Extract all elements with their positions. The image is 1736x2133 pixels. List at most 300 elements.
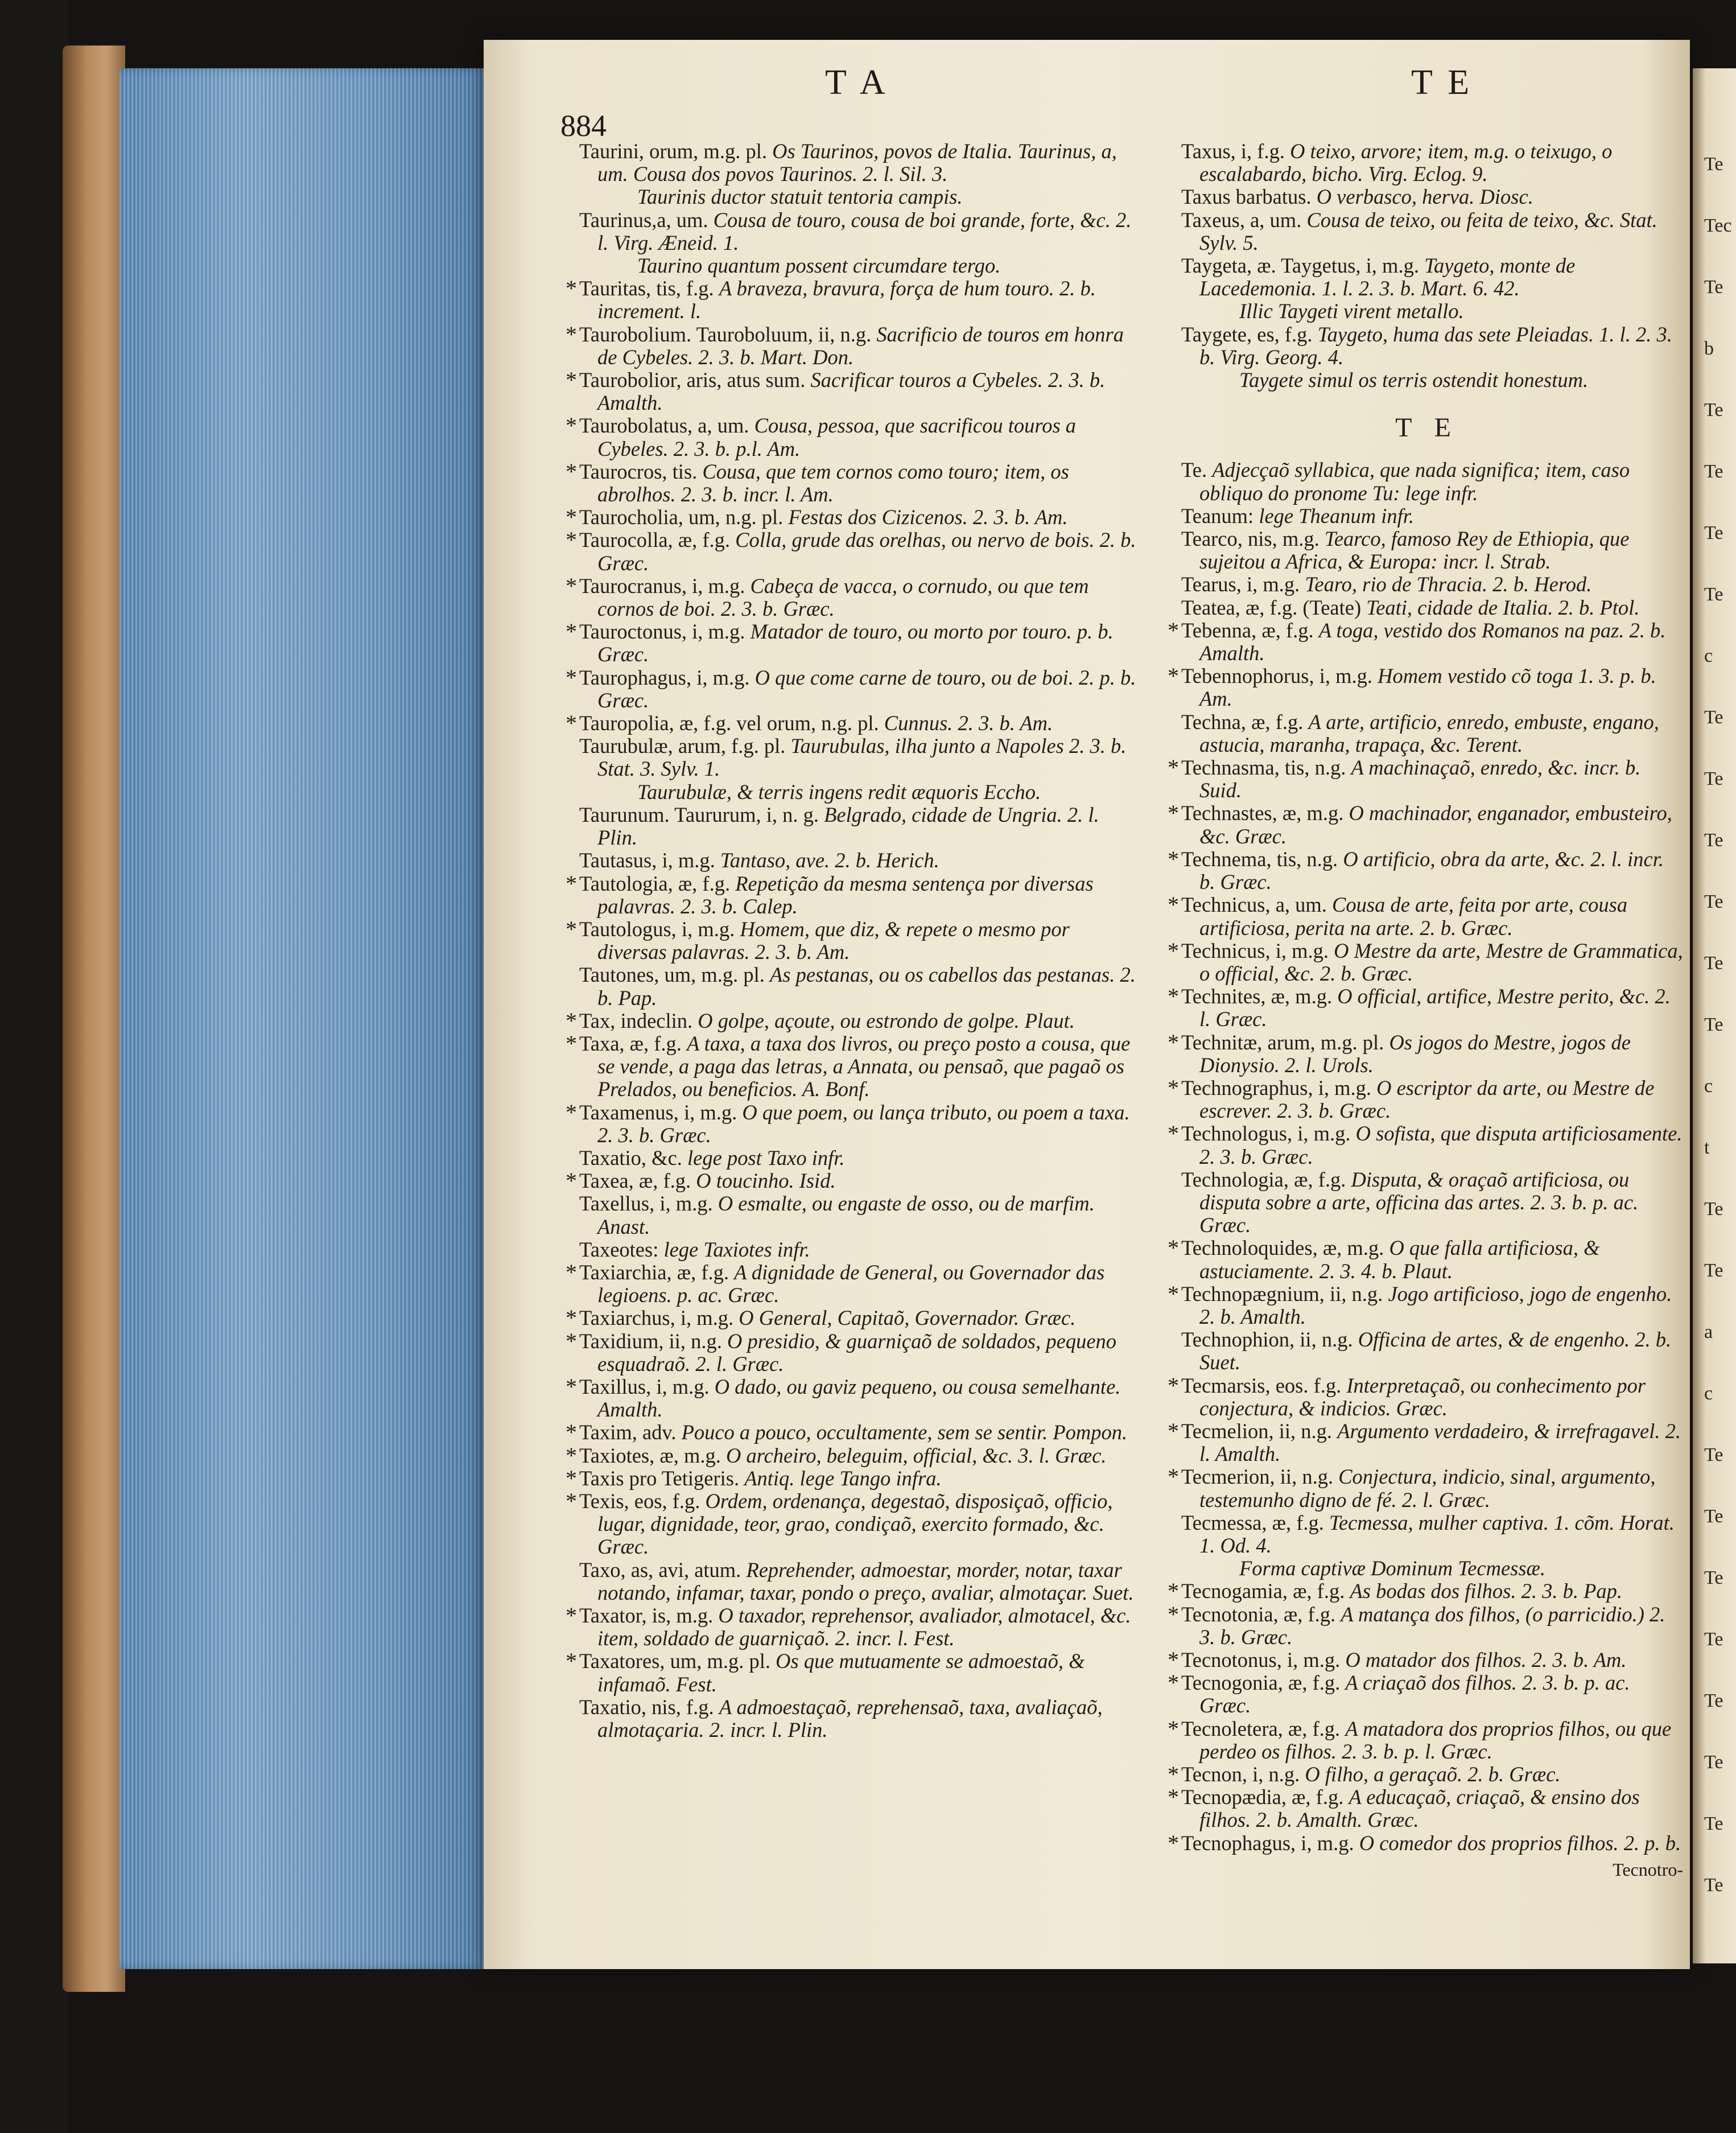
catchword: Tecnotro- [1613,1859,1683,1880]
asterisk-mark: * [1168,663,1179,689]
definition: As bodas dos filhos. 2. 3. b. Pap. [1350,1579,1623,1603]
headword: Taxellus, i, m.g. [579,1192,713,1216]
definition: Belgrado, cidade de Ungria. 2. l. Plin. [597,802,1099,850]
verse-quote: Illic Taygeti virent metallo. [1239,299,1464,323]
headword: Tecnogonia, æ, f.g. [1181,1671,1341,1695]
facing-page-fragment: Te [1704,1444,1723,1465]
facing-page-fragment: Te [1704,522,1723,543]
dictionary-entry [1168,1578,1683,1604]
headword: Tecnophagus, i, m.g. [1181,1831,1354,1855]
headword: Taxa, æ, f.g. [579,1031,682,1055]
definition: O matador dos filhos. 2. 3. b. Am. [1345,1648,1627,1671]
definition: lege post Taxo infr. [687,1146,845,1170]
definition: Sacrificio de touros em honra de Cybeles. 2. 3. b. Mart. Don. [597,322,1124,369]
dictionary-entry [569,1192,1138,1238]
dictionary-entry [566,916,1138,964]
dictionary-entry [1168,755,1683,802]
asterisk-mark: * [566,1168,577,1194]
facing-page-fragment: Te [1704,461,1723,482]
asterisk-mark: * [566,1488,577,1514]
definition: Homem vestido cõ toga 1. 3. p. b. Am. [1199,664,1656,711]
dictionary-entry [1168,1830,1683,1856]
asterisk-mark: * [1168,1121,1179,1147]
headword: Technoloquides, æ, m.g. [1181,1236,1384,1260]
dictionary-entry [566,413,1138,460]
asterisk-mark: * [566,1373,577,1399]
headword: Taxiotes, æ, m.g. [579,1443,721,1467]
asterisk-mark: * [1168,1074,1179,1101]
headword: Taygete, es, f.g. [1181,322,1313,346]
dictionary-entry [569,804,1138,849]
dictionary-entry [1168,983,1683,1031]
right-column [1168,139,1683,1881]
dictionary-entry [566,1305,1138,1331]
dictionary-entry [566,1007,1138,1033]
definition: O Mestre da arte, Mestre de Grammatica, o official, &c. 2. b. Græc. [1199,938,1683,985]
definition: Teati, cidade de Italia. 2. b. Ptol. [1366,595,1640,619]
verse-quote: Forma captivæ Dominum Tecmessæ. [1239,1556,1546,1580]
facing-page-fragment: Te [1704,768,1723,789]
dictionary-entry [566,1442,1138,1468]
asterisk-mark: * [1168,1784,1179,1810]
dictionary-entry [569,140,1138,186]
section-heading-te: T E [1395,413,1459,443]
definition: O sofista, que disputa artificiosamente. 2. 3. b. Græc. [1199,1122,1683,1168]
facing-page-fragment: Te [1704,707,1723,728]
dictionary-entry [1168,846,1683,894]
dictionary-entry [1168,1418,1683,1466]
dictionary-entry [1168,1372,1683,1420]
headword: Taxatores, um, m.g. pl. [579,1649,771,1673]
dictionary-entry [1168,1670,1683,1718]
definition: O que falla artificiosa, & astuciamente. 2. 3. 4. b. Plaut. [1199,1236,1600,1283]
facing-page-fragment: Te [1704,1199,1723,1220]
definition: A taxa, a taxa dos livros, ou preço posto a cousa, que se vende, a paga das letras, a Annata, ou pensaõ, que pagaõ os Prelados, ou beneficios. A. Bonf. [597,1031,1131,1101]
right-column-entries [1168,458,1683,1856]
asterisk-mark: * [566,916,577,942]
dictionary-entry [566,1373,1138,1422]
dictionary-entry [1171,186,1683,208]
facing-page-fragment: Te [1704,953,1723,974]
headword: Tecnon, i, n.g. [1181,1763,1300,1786]
asterisk-mark: * [566,1603,577,1628]
definition: lege Theanum infr. [1259,504,1415,528]
dictionary-entry [1171,1168,1683,1237]
definition: O que poem, ou lança tributo, ou poem a taxa. 2. 3. b. Græc. [597,1100,1130,1147]
asterisk-mark: * [566,275,577,302]
asterisk-mark: * [1168,892,1179,918]
headword: Technites, æ, m.g. [1181,985,1333,1008]
verse-quote: Taygete simul os terris ostendit honestum. [1239,368,1589,392]
verse-quote: Taurubulæ, & terris ingens redit æquoris Eccho. [637,780,1041,804]
headword: Tearco, nis, m.g. [1181,527,1319,551]
asterisk-mark: * [1168,1601,1179,1627]
facing-page-fragment: t [1704,1137,1710,1158]
facing-page-fragment: Te [1704,830,1723,851]
dictionary-entry [1171,254,1683,300]
dictionary-entry [566,870,1138,918]
dictionary-entry [566,527,1138,575]
headword: Taurocranus, i, m.g. [579,574,745,598]
page-edges-blue [119,68,489,1969]
headword: Tecnopædia, æ, f.g. [1181,1785,1344,1809]
headword: Technologia, æ, f.g. [1181,1167,1346,1191]
definition: A matadora dos proprios filhos, ou que perdeo os filhos. 2. 3. b. p. l. Græc. [1199,1716,1672,1763]
headword: Technitæ, arum, m.g. pl. [1181,1030,1384,1054]
definition: Os que mutuamente se admoestaõ, & infamaõ. Fest. [597,1649,1085,1696]
headword: Taurocolla, æ, f.g. [579,528,731,552]
asterisk-mark: * [566,413,577,439]
headword: Taurocholia, um, n.g. pl. [579,505,784,529]
definition: O artificio, obra da arte, &c. 2. l. incr. b. Græc. [1199,847,1664,894]
definition: Reprehender, admoestar, morder, notar, taxar notando, infamar, taxar, pondo o preço, avaliar, almotaçar. Suet. [597,1558,1134,1604]
definition: O filho, a geraçaõ. 2. b. Græc. [1305,1763,1561,1786]
asterisk-mark: * [566,870,577,896]
headword: Taurinus,a, um. [579,208,708,232]
headword: Tecmarsis, eos. f.g. [1181,1373,1342,1397]
definition: Homem, que diz, & repete o mesmo por diversas palavras. 2. 3. b. Am. [597,917,1070,964]
background [0,0,68,2133]
definition: Interpretaçaõ, ou conhecimento por conjectura, & indicios. Græc. [1199,1373,1646,1420]
definition: Antiq. lege Tango infra. [744,1466,942,1490]
headword: Taxus barbatus. [1181,185,1312,209]
dictionary-entry [566,573,1138,621]
definition: Disputa, & oraçaõ artificiosa, ou disputa sobre a arte, officina das artes. 2. 3. b. p. ac. Græc. [1199,1167,1639,1237]
dictionary-entry [1171,528,1683,573]
asterisk-mark: * [1168,1372,1179,1398]
facing-page-fragment: Te [1704,891,1723,912]
asterisk-mark: * [566,527,577,553]
headword: Tebenna, æ, f.g. [1181,618,1314,642]
definition: As pestanas, ou os cabellos das pestanas. 2. b. Pap. [597,963,1136,1010]
dictionary-entry [1168,1029,1683,1077]
definition: Taygeto, huma das sete Pleiadas. 1. l. 2. 3. b. Virg. Georg. 4. [1199,322,1672,369]
dictionary-entry [566,504,1138,530]
definition: Os Taurinos, povos de Italia. Taurinus, a, um. Cousa dos povos Taurinos. 2. l. Sil. 3. [597,139,1117,186]
dictionary-entry [1171,459,1683,504]
asterisk-mark: * [566,1648,577,1674]
dictionary-entry [1168,1121,1683,1168]
facing-page-fragment: Te [1704,277,1723,298]
dictionary-entry [1168,1715,1683,1763]
asterisk-mark: * [566,1442,577,1468]
dictionary-entry [1168,1647,1683,1673]
headword: Technema, tis, n.g. [1181,847,1338,871]
running-header-right: T E [1411,63,1473,102]
headword: Taurubulæ, arum, f.g. pl. [579,734,786,758]
dictionary-entry [1171,573,1683,596]
asterisk-mark: * [566,458,577,484]
definition: Cunnus. 2. 3. b. Am. [884,711,1053,735]
dictionary-entry [566,1603,1138,1650]
headword: Tauropolia, æ, f.g. vel orum, n.g. pl. [579,711,879,735]
headword: Tecmessa, æ, f.g. [1181,1510,1324,1534]
headword: Technopægnium, ii, n.g. [1181,1282,1383,1306]
headword: Teanum: [1181,504,1254,528]
right-column-top-entries [1171,140,1683,392]
asterisk-mark: * [566,1419,577,1446]
headword: Tautologus, i, m.g. [579,917,735,941]
definition: O official, artifice, Mestre perito, &c. 2. l. Græc. [1199,985,1671,1031]
facing-page-fragment: b [1704,338,1714,359]
dictionary-entry [1171,711,1683,756]
definition: Pouco a pouco, occultamente, sem se sentir. Pompon. [681,1420,1128,1444]
facing-page-fragment: Te [1704,1875,1723,1896]
headword: Tecnogamia, æ, f.g. [1181,1579,1345,1603]
facing-page-fragment: c [1704,1383,1713,1404]
definition: A toga, vestido dos Romanos na paz. 2. b. Amalth. [1199,618,1666,665]
definition: Taygeto, monte de Lacedemonia. 1. l. 2. 3. b. Mart. 6. 42. [1199,254,1576,300]
headword: Taurini, orum, m.g. pl. [579,139,767,163]
headword: Texis, eos, f.g. [579,1489,700,1513]
definition: O escriptor da arte, ou Mestre de escrever. 2. 3. b. Græc. [1199,1076,1655,1123]
definition: Cousa, pessoa, que sacrificou touros a Cybeles. 2. 3. b. p.l. Am. [597,414,1077,460]
dictionary-entry [569,963,1138,1009]
left-column [566,139,1138,1742]
headword: Tecnotonus, i, m.g. [1181,1648,1341,1671]
headword: Taxeotes: [579,1237,659,1261]
asterisk-mark: * [1168,1670,1179,1696]
headword: Technographus, i, m.g. [1181,1076,1371,1100]
dictionary-entry [569,209,1138,254]
dictionary-entry [1168,1235,1683,1283]
dictionary-entry [1168,663,1683,711]
definition: A dignidade de General, ou Governador das legioens. p. ac. Græc. [597,1260,1105,1307]
definition: O dado, ou gaviz pequeno, ou cousa semelhante. Amalth. [597,1374,1121,1422]
dictionary-entry [1171,323,1683,369]
dictionary-entry [1171,140,1683,186]
definition: O archeiro, beleguim, official, &c. 3. l. Græc. [726,1443,1107,1467]
headword: Technologus, i, m.g. [1181,1122,1351,1146]
facing-page-fragment: c [1704,645,1713,666]
dictionary-entry [1168,1074,1683,1123]
asterisk-mark: * [566,573,577,599]
headword: Taxo, as, avi, atum. [579,1558,741,1582]
definition: A educaçaõ, criaçaõ, & ensino dos filhos. 2. b. Amalth. Græc. [1199,1785,1640,1832]
dictionary-entry [569,1147,1138,1170]
definition: Jogo artificioso, jogo de engenho. 2. b. Amalth. [1199,1282,1672,1328]
headword: Taurophagus, i, m.g. [579,665,750,689]
definition: Sacrificar touros a Cybeles. 2. 3. b. Amalth. [597,368,1106,415]
headword: Tecnotonia, æ, f.g. [1181,1602,1336,1626]
facing-page-fragment: Tec [1704,215,1732,236]
facing-page-fragment: Te [1704,400,1723,421]
headword: Taxea, æ, f.g. [579,1169,691,1193]
dictionary-entry [1168,1761,1683,1788]
definition: Cousa de arte, feita por arte, cousa artificiosa, perita na arte. 2. b. Græc. [1199,893,1628,940]
dictionary-entry [566,1328,1138,1376]
definition: Taurubulas, ilha junto a Napoles 2. 3. b. Stat. 3. Sylv. 1. [597,734,1127,781]
asterisk-mark: * [566,1328,577,1354]
dictionary-entry [1171,1328,1683,1374]
verse-quote: Taurino quantum possent circumdare tergo. [637,254,1001,278]
definition: A braveza, bravura, forçа de hum touro. 2. b. increment. l. [597,277,1096,323]
asterisk-mark: * [1168,755,1179,781]
headword: Taxatio, &c. [579,1146,682,1170]
dictionary-entry [566,1030,1138,1101]
definition: O machinador, enganador, embusteiro, &c. Græc. [1199,801,1672,848]
asterisk-mark: * [566,664,577,690]
definition: Tearco, famoso Rey de Ethiopia, que sujeitou a Africa, & Europa: incr. l. Strab. [1199,527,1630,574]
headword: Teatea, æ, f.g. (Teate) [1181,595,1362,619]
dictionary-entry [566,664,1138,712]
definition: O comedor dos proprios filhos. 2. p. b. [1359,1831,1681,1855]
definition: Argumento verdadeiro, & irrefragavel. 2. l. Amalth. [1199,1419,1681,1466]
definition: O golpe, açoute, ou estrondo de golpe. Plaut. [698,1008,1075,1032]
headword: Taxator, is, m.g. [579,1604,714,1627]
definition: Colla, grude das orelhas, ou nervo de bois. 2. b. Græc. [597,528,1136,575]
asterisk-mark: * [566,1259,577,1285]
facing-page-fragment: c [1704,1076,1713,1097]
dictionary-entry [566,1648,1138,1696]
headword: Tax, indeclin. [579,1008,693,1032]
facing-page-fragment: Te [1704,1260,1723,1281]
dictionary-entry [569,1696,1138,1741]
asterisk-mark: * [566,710,577,736]
headword: Technophion, ii, n.g. [1181,1328,1353,1352]
definition: O verbasco, herva. Diosc. [1316,185,1533,209]
asterisk-mark: * [566,1030,577,1056]
dictionary-entry [566,367,1138,415]
definition: Conjectura, indicio, sinal, argumento, testemunho digno de fé. 2. l. Græc. [1199,1465,1656,1512]
asterisk-mark: * [1168,983,1179,1010]
headword: Taurobolatus, a, um. [579,414,749,438]
definition: O presidio, & guarniçaõ de soldados, pequeno esquadraõ. 2. l. Græc. [597,1329,1117,1376]
headword: Taxus, i, f.g. [1181,139,1285,163]
dictionary-entry [566,321,1138,369]
headword: Tecmelion, ii, n.g. [1181,1419,1333,1443]
asterisk-mark: * [566,1099,577,1125]
definition: Cabeça de vacca, o cornudo, ou que tem cornos de boi. 2. 3. b. Græc. [597,574,1089,621]
headword: Tautones, um, m.g. pl. [579,963,765,987]
asterisk-mark: * [566,1465,577,1491]
definition: Matador de touro, ou morto por touro. p. b. Græc. [597,620,1114,666]
asterisk-mark: * [1168,1830,1179,1856]
facing-page-fragment: Te [1704,1629,1723,1650]
asterisk-mark: * [1168,846,1179,872]
facing-page-fragment: a [1704,1321,1713,1343]
headword: Taygeta, æ. Taygetus, i, m.g. [1181,254,1419,278]
facing-page-fragment: Te [1704,584,1723,605]
page-number: 884 [560,109,607,143]
definition: A matança dos filhos, (o parricidio.) 2. 3. b. Græc. [1199,1602,1665,1649]
dictionary-entry [566,619,1138,666]
asterisk-mark: * [1168,1464,1179,1490]
definition: Cousa, que tem cornos como touro; item, os abrolhos. 2. 3. b. incr. l. Am. [597,459,1069,507]
dictionary-entry [1168,892,1683,940]
dictionary-entry [1168,800,1683,848]
dictionary-entry [566,1099,1138,1147]
headword: Taxidium, ii, n.g. [579,1329,722,1353]
definition: A admoestaçaõ, reprehensaõ, taxa, avaliaçaõ, almotaçaria. 2. incr. l. Plin. [597,1695,1103,1742]
headword: Taxiarchus, i, m.g. [579,1306,734,1330]
asterisk-mark: * [566,1305,577,1331]
headword: Taxamenus, i, m.g. [579,1100,737,1124]
definition: Repetição da mesma sentença por diversas palavras. 2. 3. b. Calep. [597,871,1094,918]
book-cover-edge [63,46,125,1992]
asterisk-mark: * [566,367,577,393]
facing-page-fragment: Te [1704,154,1723,175]
definition: O taxador, reprehensor, avaliador, almotacel, &c. item, soldado de guarniçaõ. 2. incr. l. Fest. [597,1604,1131,1650]
asterisk-mark: * [1168,1280,1179,1307]
definition: O teixo, arvore; item, m.g. o teixugo, o escalabardo, bicho. Virg. Eclog. 9. [1199,139,1613,186]
headword: Taxillus, i, m.g. [579,1374,710,1398]
definition: A criaçaõ dos filhos. 2. 3. b. p. ac. Græc. [1199,1671,1630,1718]
asterisk-mark: * [1168,1578,1179,1604]
dictionary-entry [1168,1601,1683,1649]
dictionary-entry [1171,209,1683,254]
headword: Tecmerion, ii, n.g. [1181,1465,1334,1489]
dictionary-entry [1168,1280,1683,1328]
headword: Tauritas, tis, f.g. [579,277,714,300]
dictionary-entry [569,735,1138,780]
headword: Taurunum. Taururum, i, n. g. [579,802,819,826]
dictionary-entry [569,849,1138,872]
dictionary-entry [1171,1512,1683,1557]
headword: Techna, æ, f.g. [1181,710,1304,734]
dictionary-entry [1171,505,1683,528]
dictionary-entry [566,458,1138,507]
asterisk-mark: * [1168,1761,1179,1788]
asterisk-mark: * [566,1007,577,1033]
dictionary-entry [569,1559,1138,1604]
headword: Taxatio, nis, f.g. [579,1695,714,1719]
definition: O toucinho. Isid. [696,1169,836,1193]
asterisk-mark: * [1168,1715,1179,1741]
dictionary-entry [1168,1784,1683,1832]
definition: Tantaso, ave. 2. b. Herich. [720,849,939,872]
running-header-left: T A [825,63,889,102]
definition: lege Taxiotes infr. [663,1237,810,1261]
headword: Tauroctonus, i, m.g. [579,620,745,644]
dictionary-entry [566,1259,1138,1307]
definition: Festas dos Cizicenos. 2. 3. b. Am. [788,505,1068,529]
verse-quote: Taurinis ductor statuit tentoria campis. [637,185,963,209]
definition: Officina de artes, & de engenho. 2. b. Suet. [1199,1328,1672,1374]
facing-page-fragment: Te [1704,1506,1723,1527]
headword: Technastes, æ, m.g. [1181,801,1344,825]
facing-page-fragment: Te [1704,1813,1723,1834]
asterisk-mark: * [1168,1418,1179,1444]
dictionary-entry [566,1419,1138,1446]
headword: Taxiarchia, æ, f.g. [579,1260,729,1284]
asterisk-mark: * [1168,800,1179,826]
facing-page-fragment: Te [1704,1567,1723,1588]
asterisk-mark: * [566,321,577,347]
headword: Tautasus, i, m.g. [579,849,715,872]
headword: Taxim, adv. [579,1420,677,1444]
definition: O que come carne de touro, ou de boi. 2. p. b. Græc. [597,665,1136,712]
asterisk-mark: * [1168,1029,1179,1055]
facing-page-edge [1693,68,1736,1963]
definition: Cousa de teixo, ou feita de teixo, &c. Stat. Sylv. 5. [1199,208,1657,254]
headword: Tearus, i, m.g. [1181,573,1300,596]
facing-page-fragment: Te [1704,1690,1723,1711]
dictionary-entry [1168,937,1683,985]
dictionary-entry [569,1238,1138,1261]
headword: Technasma, tis, n.g. [1181,756,1346,780]
headword: Tautologia, æ, f.g. [579,871,731,895]
headword: Taurobolium. Tauroboluum, ii, n.g. [579,322,872,346]
dictionary-entry [566,1168,1138,1194]
headword: Tecnoletera, æ, f.g. [1181,1716,1341,1740]
asterisk-mark: * [566,504,577,530]
dictionary-entry [1168,1464,1683,1512]
dictionary-entry [1171,596,1683,619]
headword: Te. [1181,458,1207,482]
definition: Ordem, ordenança, degestaõ, disposiçaõ, officio, lugar, dignidade, teor, grao, condiçaõ, exercito formado, &c. Græc. [597,1489,1113,1559]
headword: Technicus, i, m.g. [1181,938,1329,962]
